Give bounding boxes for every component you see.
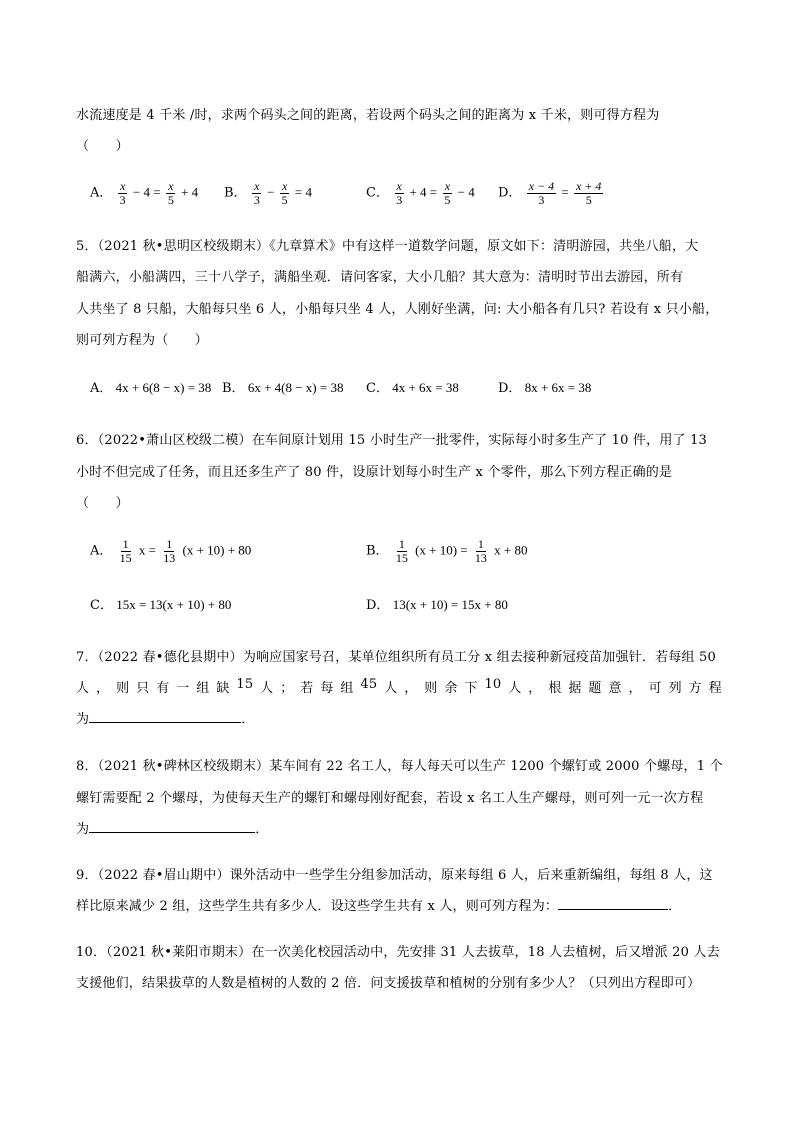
q6-option-b[interactable]: B． $\frac{1}{15}$ (x + 10) = $\frac{1}{13}$ x + 80: [366, 537, 528, 565]
fraction: $\frac{x + 4}{5}$: [575, 179, 602, 207]
q4-text-line2: （ ）: [76, 139, 129, 154]
fraction: $\frac{x}{3}$: [253, 179, 260, 207]
fraction: $\frac{1}{15}$: [395, 537, 408, 565]
q8-text-line2: 螺钉需要配 2 个螺母，为使每天生产的螺钉和螺母刚好配套，若设 x 名工人生产螺母，则可列一元一次方程: [76, 791, 704, 806]
q4-option-c[interactable]: C． $\frac{x}{3}$ + 4 = $\frac{x}{5}$ − 4: [366, 179, 475, 207]
q6-text-line2: 小时不但完成了任务，而且还多生产了 80 件，设原计划每小时生产 x 个零件，那么下列方程正确的是: [76, 465, 673, 480]
q6-option-a[interactable]: A． $\frac{1}{15}$ x = $\frac{1}{13}$ (x + 10) + 80: [90, 537, 252, 565]
q6-text-line3: （ ）: [76, 496, 129, 511]
q8-text-line1: 8．（2021 秋•碑林区校级期末）某车间有 22 名工人，每人每天可以生产 1200 个螺钉或 2000 个螺母，1 个: [76, 759, 723, 774]
q4-option-b[interactable]: B． $\frac{x}{3}$ − $\frac{x}{5}$ = 4: [224, 179, 312, 207]
q6-option-c[interactable]: C． 15x = 13(x + 10) + 80: [90, 597, 232, 613]
q5-option-b[interactable]: B． 6x + 4(8 − x) = 38: [222, 380, 344, 396]
fraction: $\frac{x}{3}$: [119, 179, 126, 207]
q9-text-line2: 样比原来减少 2 组，这些学生共有多少人．设这些学生共有 x 人，则可列方程为： ．: [76, 899, 682, 914]
q7-text-line3: 为 ．: [76, 712, 255, 727]
q5-text-line3: 人共坐了 8 只船，大船每只坐 6 人，小船每只坐 4 人，人刚好坐满，问: 大小船各有几只? 若设有 x 只小船，: [76, 302, 719, 317]
fraction: $\frac{1}{13}$: [474, 537, 487, 565]
fraction: $\frac{x}{5}$: [281, 179, 288, 207]
q7-text-line1: 7．（2022 春•德化县期中）为响应国家号召，某单位组织所有员工分 x 组去接种新冠疫苗加强针．若每组 50: [76, 650, 716, 665]
q10-text-line1: 10．（2021 秋•莱阳市期末）在一次美化校园活动中，先安排 31 人去拔草，18 人去植树，后又增派 20 人去: [76, 945, 720, 960]
q9-answer-blank[interactable]: [558, 897, 668, 910]
q9-text-line1: 9．（2022 春•眉山期中）课外活动中一些学生分组参加活动，原来每组 6 人，后来重新编组，每组 8 人，这: [76, 868, 713, 883]
fraction: $\frac{1}{15}$: [119, 537, 132, 565]
q4-option-a[interactable]: A． $\frac{x}{3}$ − 4 = $\frac{x}{5}$ + 4: [90, 179, 199, 207]
q5-option-c[interactable]: C． 4x + 6x = 38: [366, 380, 459, 396]
fraction: $\frac{1}{13}$: [163, 537, 176, 565]
q5-text-line1: 5．（2021 秋•思明区校级期末）《九章算术》中有这样一道数学问题，原文如下：清明游园，共坐八船，大: [76, 239, 699, 254]
q6-text-line1: 6．（2022•萧山区校级二模）在车间原计划用 15 小时生产一批零件，实际每小时多生产了 10 件，用了 13: [76, 433, 708, 448]
q8-text-line3: 为 ．: [76, 822, 269, 837]
q6-option-d[interactable]: D． 13(x + 10) = 15x + 80: [366, 597, 508, 613]
q5-text-line2: 船满六，小船满四，三十八学子，满船坐观．请问客家，大小几船？其大意为：清明时节出去游园，所有: [76, 270, 684, 285]
fraction: $\frac{x}{5}$: [167, 179, 174, 207]
q4-text-line1: 水流速度是 4 千米 /时，求两个码头之间的距离，若设两个码头之间的距离为 x 千米，则可得方程为: [76, 108, 660, 123]
q4-option-d[interactable]: D． $\frac{x - 4}{3}$ = $\frac{x + 4}{5}$: [498, 179, 602, 207]
q10-text-line2: 支援他们，结果拔草的人数是植树的人数的 2 倍．问支援拔草和植树的分别有多少人？（只列出方程即可）: [76, 976, 701, 991]
fraction: $\frac{x - 4}{3}$: [528, 179, 555, 207]
q8-answer-blank[interactable]: [89, 820, 255, 833]
fraction: $\frac{x}{3}$: [396, 179, 403, 207]
fraction: $\frac{x}{5}$: [444, 179, 451, 207]
q7-text-line2: 人 ， 则 只 有 一 组 缺 15 人 ； 若 每 组 45 人 ， 则 余 下 10 人 ， 根 据 题 意 ， 可 列 方 程: [76, 677, 722, 696]
q5-option-a[interactable]: A． 4x + 6(8 − x) = 38: [90, 380, 212, 396]
q7-answer-blank[interactable]: [89, 710, 241, 723]
q5-option-d[interactable]: D． 8x + 6x = 38: [498, 380, 592, 396]
q5-text-line4: 则可列方程为（ ）: [76, 333, 209, 348]
